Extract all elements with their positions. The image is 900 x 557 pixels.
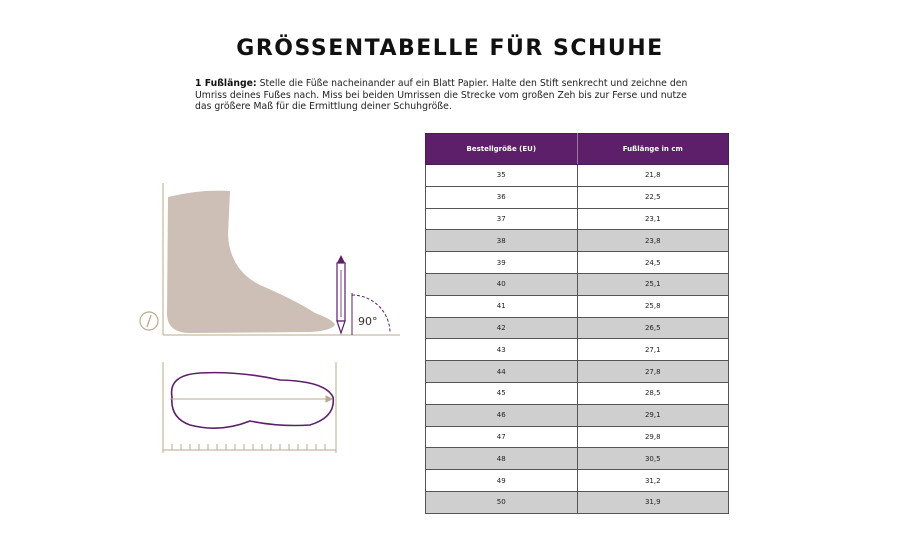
table-row [426, 165, 729, 187]
column-header-length: Fußlänge in cm [577, 134, 728, 165]
size-cell: 36 [426, 186, 578, 208]
length-cell: 31,9 [577, 491, 728, 513]
info-icon [140, 312, 158, 330]
size-cell: 37 [426, 208, 578, 230]
length-cell: 29,1 [577, 404, 728, 426]
table-row [426, 273, 729, 295]
table-row [426, 252, 729, 274]
length-cell: 31,2 [577, 470, 728, 492]
foot-silhouette [167, 191, 335, 333]
size-cell: 42 [426, 317, 578, 339]
pencil-icon [337, 255, 345, 333]
instructions-label: 1 Fußlänge: [195, 78, 257, 89]
length-arrow [170, 396, 332, 402]
length-cell: 23,8 [577, 230, 728, 252]
column-header-size: Bestellgröße (EU) [426, 134, 578, 165]
size-cell: 40 [426, 273, 578, 295]
table-row [426, 361, 729, 383]
page-title: GRÖSSENTABELLE FÜR SCHUHE [236, 36, 664, 61]
length-cell: 28,5 [577, 382, 728, 404]
size-cell: 50 [426, 491, 578, 513]
angle-label: 90° [358, 315, 378, 328]
table-row [426, 404, 729, 426]
length-cell: 25,1 [577, 273, 728, 295]
table-row [426, 208, 729, 230]
size-cell: 44 [426, 361, 578, 383]
table-row [426, 448, 729, 470]
size-cell: 39 [426, 252, 578, 274]
size-cell: 48 [426, 448, 578, 470]
table-row [426, 470, 729, 492]
length-cell: 24,5 [577, 252, 728, 274]
length-cell: 27,1 [577, 339, 728, 361]
table-row [426, 317, 729, 339]
table-row [426, 339, 729, 361]
table-row [426, 295, 729, 317]
length-cell: 25,8 [577, 295, 728, 317]
right-angle-marker [352, 293, 390, 335]
size-cell: 43 [426, 339, 578, 361]
instructions-text: Stelle die Füße nacheinander auf ein Blatt Papier. Halte den Stift senkrecht und zeichne den Umriss deines Fußes nach. Miss bei beiden Umrissen die Strecke vom großen Zeh bis zur Ferse und nutze das größere Maß für die Ermittlung deiner Schuhgröße. [195, 78, 688, 113]
table-row [426, 491, 729, 513]
size-cell: 49 [426, 470, 578, 492]
length-cell: 29,8 [577, 426, 728, 448]
length-cell: 22,5 [577, 186, 728, 208]
size-table [425, 133, 729, 514]
table-row [426, 186, 729, 208]
size-cell: 38 [426, 230, 578, 252]
length-cell: 23,1 [577, 208, 728, 230]
table-header-row [426, 134, 729, 165]
foot-measurement-illustration [130, 175, 410, 465]
size-cell: 47 [426, 426, 578, 448]
table-row [426, 382, 729, 404]
length-cell: 30,5 [577, 448, 728, 470]
table-row [426, 426, 729, 448]
length-cell: 26,5 [577, 317, 728, 339]
instructions-paragraph [195, 78, 705, 113]
length-cell: 21,8 [577, 165, 728, 187]
size-cell: 46 [426, 404, 578, 426]
size-cell: 35 [426, 165, 578, 187]
length-cell: 27,8 [577, 361, 728, 383]
size-cell: 45 [426, 382, 578, 404]
table-row [426, 230, 729, 252]
ruler-ticks [172, 444, 325, 450]
foot-outline-top-view [172, 373, 334, 429]
size-cell: 41 [426, 295, 578, 317]
